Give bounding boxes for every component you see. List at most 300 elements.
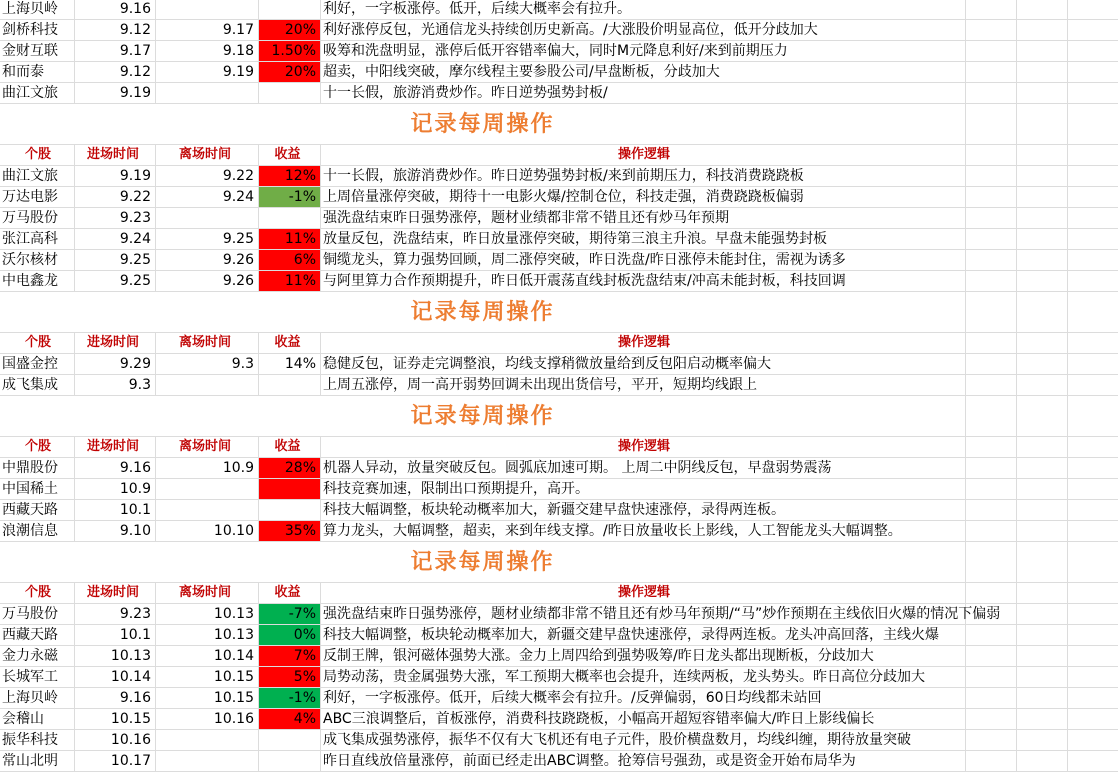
logic-cell-text: 局势动荡，贵金属强势大涨，军工预期大概率也会提升，连续两板，龙头势头。昨日高位分歧加大 xyxy=(323,669,925,685)
empty-cell[interactable] xyxy=(966,271,1017,292)
empty-cell[interactable] xyxy=(966,0,1017,20)
empty-cell[interactable] xyxy=(966,229,1017,250)
logic-cell-text: 上周五涨停，周一高开弱势回调未出现出货信号，平开，短期均线跟上 xyxy=(323,377,757,393)
empty-cell[interactable] xyxy=(1068,604,1118,625)
entry-time-cell[interactable] xyxy=(75,20,156,41)
profit-cell[interactable] xyxy=(259,479,321,500)
empty-cell[interactable] xyxy=(966,437,1017,458)
stock-cell[interactable] xyxy=(0,709,75,730)
entry-time-cell[interactable] xyxy=(75,229,156,250)
stock-cell[interactable] xyxy=(0,688,75,709)
exit-time-cell[interactable] xyxy=(156,458,259,479)
profit-cell[interactable] xyxy=(259,83,321,104)
logic-cell[interactable] xyxy=(321,41,966,62)
logic-cell[interactable] xyxy=(321,62,966,83)
empty-cell[interactable] xyxy=(1068,333,1118,354)
empty-cell[interactable] xyxy=(966,604,1017,625)
profit-cell-text: 0% xyxy=(293,627,316,643)
empty-cell[interactable] xyxy=(1068,730,1118,751)
stock-cell[interactable] xyxy=(0,646,75,667)
empty-cell[interactable] xyxy=(1017,646,1068,667)
header-profit[interactable] xyxy=(259,583,321,604)
profit-cell[interactable] xyxy=(259,625,321,646)
profit-cell-text xyxy=(316,481,320,497)
profit-cell[interactable] xyxy=(259,751,321,772)
exit-time-cell[interactable] xyxy=(156,479,259,500)
logic-cell[interactable] xyxy=(321,646,966,667)
empty-cell[interactable] xyxy=(966,62,1017,83)
empty-cell[interactable] xyxy=(1017,250,1068,271)
stock-cell[interactable] xyxy=(0,250,75,271)
empty-cell[interactable] xyxy=(966,83,1017,104)
empty-cell[interactable] xyxy=(1068,20,1118,41)
empty-cell[interactable] xyxy=(966,500,1017,521)
logic-cell[interactable] xyxy=(321,479,966,500)
table-row xyxy=(0,375,1118,396)
profit-cell[interactable] xyxy=(259,271,321,292)
entry-time-cell-text: 10.1 xyxy=(119,627,151,643)
section-title[interactable]: 记录每周操作 xyxy=(0,542,966,583)
entry-time-cell-text: 9.25 xyxy=(119,252,151,268)
exit-time-cell[interactable] xyxy=(156,709,259,730)
profit-cell[interactable] xyxy=(259,20,321,41)
logic-cell[interactable] xyxy=(321,730,966,751)
empty-cell[interactable] xyxy=(1017,208,1068,229)
table-row xyxy=(0,667,1118,688)
empty-cell[interactable] xyxy=(1068,375,1118,396)
exit-time-cell-text: 10.16 xyxy=(213,711,254,727)
exit-time-cell[interactable] xyxy=(156,166,259,187)
entry-time-cell[interactable] xyxy=(75,604,156,625)
exit-time-cell-text: 10.10 xyxy=(213,523,254,539)
empty-cell[interactable] xyxy=(1017,20,1068,41)
entry-time-cell[interactable] xyxy=(75,187,156,208)
stock-cell[interactable] xyxy=(0,208,75,229)
empty-cell[interactable] xyxy=(1068,625,1118,646)
empty-cell[interactable] xyxy=(1017,583,1068,604)
header-entry-time[interactable] xyxy=(75,333,156,354)
exit-time-cell[interactable] xyxy=(156,187,259,208)
empty-cell[interactable] xyxy=(966,187,1017,208)
entry-time-cell[interactable] xyxy=(75,521,156,542)
stock-cell[interactable] xyxy=(0,354,75,375)
header-exit-time-text: 离场时间 xyxy=(178,147,231,162)
empty-cell[interactable] xyxy=(966,646,1017,667)
header-row xyxy=(0,437,1118,458)
empty-cell[interactable] xyxy=(1068,166,1118,187)
header-stock[interactable] xyxy=(0,333,75,354)
entry-time-cell[interactable] xyxy=(75,709,156,730)
empty-cell[interactable] xyxy=(1068,187,1118,208)
entry-time-cell[interactable] xyxy=(75,0,156,20)
empty-cell[interactable] xyxy=(1017,145,1068,166)
logic-cell-text: 科技大幅调整，板块轮动概率加大，新疆交建早盘快速涨停，录得两连板。龙头冲高回落，主线火爆 xyxy=(323,627,939,643)
entry-time-cell-text: 9.23 xyxy=(119,210,151,226)
logic-cell[interactable] xyxy=(321,187,966,208)
empty-cell[interactable] xyxy=(966,104,1017,145)
table-row xyxy=(0,604,1118,625)
empty-cell[interactable] xyxy=(966,479,1017,500)
logic-cell[interactable] xyxy=(321,166,966,187)
logic-cell[interactable] xyxy=(321,0,966,20)
entry-time-cell[interactable] xyxy=(75,730,156,751)
logic-cell[interactable] xyxy=(321,208,966,229)
empty-cell[interactable] xyxy=(966,667,1017,688)
logic-cell-text: 铜缆龙头，算力强势回顾，周二涨停突破，昨日洗盘/昨日涨停未能封住，需视为诱多 xyxy=(323,252,846,268)
table-row xyxy=(0,458,1118,479)
exit-time-cell[interactable] xyxy=(156,250,259,271)
empty-cell[interactable] xyxy=(1068,271,1118,292)
exit-time-cell[interactable] xyxy=(156,688,259,709)
header-stock-text: 个股 xyxy=(24,147,51,162)
empty-cell[interactable] xyxy=(966,354,1017,375)
empty-cell[interactable] xyxy=(1068,62,1118,83)
entry-time-cell[interactable] xyxy=(75,500,156,521)
section-title[interactable]: 记录每周操作 xyxy=(0,292,966,333)
empty-cell[interactable] xyxy=(1017,709,1068,730)
empty-cell[interactable] xyxy=(1017,751,1068,772)
empty-cell[interactable] xyxy=(1017,271,1068,292)
exit-time-cell[interactable] xyxy=(156,208,259,229)
table-row xyxy=(0,0,1118,20)
empty-cell[interactable] xyxy=(1068,521,1118,542)
profit-cell[interactable] xyxy=(259,730,321,751)
entry-time-cell[interactable] xyxy=(75,646,156,667)
exit-time-cell[interactable] xyxy=(156,271,259,292)
section-title-row xyxy=(0,542,1118,583)
entry-time-cell[interactable] xyxy=(75,375,156,396)
logic-cell[interactable] xyxy=(321,625,966,646)
stock-cell[interactable] xyxy=(0,751,75,772)
exit-time-cell[interactable] xyxy=(156,354,259,375)
header-exit-time[interactable] xyxy=(156,145,259,166)
empty-cell[interactable] xyxy=(1017,479,1068,500)
empty-cell[interactable] xyxy=(966,688,1017,709)
empty-cell[interactable] xyxy=(966,458,1017,479)
empty-cell[interactable] xyxy=(966,583,1017,604)
exit-time-cell-text xyxy=(254,377,258,393)
exit-time-cell[interactable] xyxy=(156,20,259,41)
exit-time-cell[interactable] xyxy=(156,375,259,396)
stock-cell[interactable] xyxy=(0,0,75,20)
logic-cell-text: 算力龙头，大幅调整，超卖，来到年线支撑。/昨日放量收长上影线，人工智能龙头大幅调整。 xyxy=(323,523,902,539)
stock-cell-text: 曲江文旅 xyxy=(2,168,58,184)
profit-cell[interactable] xyxy=(259,354,321,375)
empty-cell[interactable] xyxy=(966,166,1017,187)
table-row xyxy=(0,41,1118,62)
empty-cell[interactable] xyxy=(1017,688,1068,709)
empty-cell[interactable] xyxy=(1017,542,1068,583)
stock-cell[interactable] xyxy=(0,500,75,521)
logic-cell[interactable] xyxy=(321,250,966,271)
empty-cell[interactable] xyxy=(1017,104,1068,145)
empty-cell[interactable] xyxy=(966,20,1017,41)
empty-cell[interactable] xyxy=(966,208,1017,229)
empty-cell[interactable] xyxy=(1068,709,1118,730)
stock-cell[interactable] xyxy=(0,479,75,500)
empty-cell[interactable] xyxy=(1068,688,1118,709)
exit-time-cell[interactable] xyxy=(156,229,259,250)
empty-cell[interactable] xyxy=(966,292,1017,333)
stock-cell[interactable] xyxy=(0,41,75,62)
logic-cell-text: 成飞集成强势涨停，振华不仅有大飞机还有电子元件，股价横盘数月，均线纠缠，期待放量突破 xyxy=(323,732,911,748)
stock-cell[interactable] xyxy=(0,83,75,104)
profit-cell-text: 35% xyxy=(284,523,316,539)
header-logic[interactable] xyxy=(321,583,966,604)
section-title[interactable]: 记录每周操作 xyxy=(0,104,966,145)
exit-time-cell[interactable] xyxy=(156,751,259,772)
empty-cell[interactable] xyxy=(1017,292,1068,333)
empty-cell[interactable] xyxy=(1068,354,1118,375)
profit-cell[interactable] xyxy=(259,500,321,521)
empty-cell[interactable] xyxy=(966,751,1017,772)
profit-cell[interactable] xyxy=(259,604,321,625)
logic-cell[interactable] xyxy=(321,271,966,292)
logic-cell[interactable] xyxy=(321,688,966,709)
logic-cell[interactable] xyxy=(321,354,966,375)
exit-time-cell[interactable] xyxy=(156,625,259,646)
empty-cell[interactable] xyxy=(966,709,1017,730)
empty-cell[interactable] xyxy=(1068,646,1118,667)
entry-time-cell-text: 9.12 xyxy=(119,22,151,38)
profit-cell[interactable] xyxy=(259,0,321,20)
logic-cell-text: 十一长假，旅游消费炒作。昨日逆势强势封板/来到前期压力，科技消费跷跷板 xyxy=(323,168,804,184)
stock-cell[interactable] xyxy=(0,271,75,292)
stock-cell[interactable] xyxy=(0,667,75,688)
entry-time-cell[interactable] xyxy=(75,625,156,646)
header-stock-text: 个股 xyxy=(24,585,51,600)
exit-time-cell[interactable] xyxy=(156,0,259,20)
entry-time-cell[interactable] xyxy=(75,83,156,104)
stock-cell[interactable] xyxy=(0,187,75,208)
logic-cell[interactable] xyxy=(321,458,966,479)
header-logic[interactable] xyxy=(321,145,966,166)
header-entry-time[interactable] xyxy=(75,583,156,604)
profit-cell[interactable] xyxy=(259,250,321,271)
logic-cell[interactable] xyxy=(321,500,966,521)
logic-cell[interactable] xyxy=(321,83,966,104)
stock-cell[interactable] xyxy=(0,20,75,41)
header-exit-time[interactable] xyxy=(156,333,259,354)
empty-cell[interactable] xyxy=(966,521,1017,542)
header-stock[interactable] xyxy=(0,437,75,458)
empty-cell[interactable] xyxy=(1017,333,1068,354)
logic-cell[interactable] xyxy=(321,667,966,688)
header-stock[interactable] xyxy=(0,145,75,166)
empty-cell[interactable] xyxy=(1068,458,1118,479)
empty-cell[interactable] xyxy=(1068,500,1118,521)
empty-cell[interactable] xyxy=(1017,396,1068,437)
stock-cell[interactable] xyxy=(0,375,75,396)
profit-cell[interactable] xyxy=(259,375,321,396)
exit-time-cell-text: 10.13 xyxy=(213,606,254,622)
entry-time-cell[interactable] xyxy=(75,667,156,688)
exit-time-cell-text: 10.14 xyxy=(213,648,254,664)
empty-cell[interactable] xyxy=(1068,41,1118,62)
empty-cell[interactable] xyxy=(1017,625,1068,646)
entry-time-cell[interactable] xyxy=(75,479,156,500)
header-exit-time[interactable] xyxy=(156,437,259,458)
stock-cell[interactable] xyxy=(0,229,75,250)
logic-cell-text: 科技大幅调整，板块轮动概率加大，新疆交建早盘快速涨停，录得两连板。 xyxy=(323,502,785,518)
empty-cell[interactable] xyxy=(1068,667,1118,688)
empty-cell[interactable] xyxy=(1017,667,1068,688)
exit-time-cell[interactable] xyxy=(156,521,259,542)
profit-cell-text: 11% xyxy=(284,231,316,247)
header-row xyxy=(0,145,1118,166)
header-profit[interactable] xyxy=(259,437,321,458)
profit-cell[interactable] xyxy=(259,688,321,709)
empty-cell[interactable] xyxy=(1017,437,1068,458)
entry-time-cell[interactable] xyxy=(75,458,156,479)
empty-cell[interactable] xyxy=(1017,730,1068,751)
empty-cell[interactable] xyxy=(1017,62,1068,83)
profit-cell[interactable] xyxy=(259,458,321,479)
entry-time-cell[interactable] xyxy=(75,208,156,229)
empty-cell[interactable] xyxy=(1068,250,1118,271)
entry-time-cell-text: 9.17 xyxy=(119,43,151,59)
exit-time-cell[interactable] xyxy=(156,667,259,688)
empty-cell[interactable] xyxy=(966,375,1017,396)
empty-cell[interactable] xyxy=(1068,542,1118,583)
exit-time-cell[interactable] xyxy=(156,83,259,104)
exit-time-cell-text: 10.13 xyxy=(213,627,254,643)
empty-cell[interactable] xyxy=(1017,83,1068,104)
section-title[interactable]: 记录每周操作 xyxy=(0,396,966,437)
exit-time-cell[interactable] xyxy=(156,500,259,521)
exit-time-cell[interactable] xyxy=(156,646,259,667)
header-profit[interactable] xyxy=(259,333,321,354)
logic-cell-text: 与阿里算力合作预期提升，昨日低开震荡直线封板洗盘结束/冲高未能封板，科技回调 xyxy=(323,273,846,289)
entry-time-cell[interactable] xyxy=(75,354,156,375)
logic-cell[interactable] xyxy=(321,20,966,41)
entry-time-cell[interactable] xyxy=(75,271,156,292)
profit-cell[interactable] xyxy=(259,62,321,83)
profit-cell[interactable] xyxy=(259,709,321,730)
empty-cell[interactable] xyxy=(1017,0,1068,20)
profit-cell[interactable] xyxy=(259,667,321,688)
profit-cell-text xyxy=(316,1,320,17)
exit-time-cell[interactable] xyxy=(156,62,259,83)
entry-time-cell[interactable] xyxy=(75,166,156,187)
header-exit-time[interactable] xyxy=(156,583,259,604)
empty-cell[interactable] xyxy=(1068,437,1118,458)
empty-cell[interactable] xyxy=(966,333,1017,354)
stock-cell[interactable] xyxy=(0,458,75,479)
header-logic-text: 操作逻辑 xyxy=(617,147,670,162)
stock-cell-text: 国盛金控 xyxy=(2,356,58,372)
header-stock-text: 个股 xyxy=(24,439,51,454)
header-stock[interactable] xyxy=(0,583,75,604)
empty-cell[interactable] xyxy=(1068,208,1118,229)
profit-cell[interactable] xyxy=(259,187,321,208)
empty-cell[interactable] xyxy=(1017,375,1068,396)
empty-cell[interactable] xyxy=(1068,396,1118,437)
profit-cell[interactable] xyxy=(259,208,321,229)
empty-cell[interactable] xyxy=(966,625,1017,646)
empty-cell[interactable] xyxy=(1068,583,1118,604)
entry-time-cell[interactable] xyxy=(75,41,156,62)
empty-cell[interactable] xyxy=(966,145,1017,166)
stock-cell[interactable] xyxy=(0,625,75,646)
exit-time-cell-text: 9.24 xyxy=(222,189,254,205)
empty-cell[interactable] xyxy=(1068,292,1118,333)
exit-time-cell-text: 10.15 xyxy=(213,690,254,706)
empty-cell[interactable] xyxy=(1068,479,1118,500)
empty-cell[interactable] xyxy=(1017,229,1068,250)
profit-cell[interactable] xyxy=(259,646,321,667)
entry-time-cell[interactable] xyxy=(75,688,156,709)
logic-cell[interactable] xyxy=(321,751,966,772)
stock-cell-text: 西藏天路 xyxy=(2,502,58,518)
empty-cell[interactable] xyxy=(1017,166,1068,187)
stock-cell-text: 剑桥科技 xyxy=(2,22,58,38)
logic-cell[interactable] xyxy=(321,604,1001,625)
empty-cell[interactable] xyxy=(1068,145,1118,166)
empty-cell[interactable] xyxy=(1068,751,1118,772)
stock-cell-text: 金力永磁 xyxy=(2,648,58,664)
entry-time-cell[interactable] xyxy=(75,250,156,271)
exit-time-cell[interactable] xyxy=(156,730,259,751)
empty-cell[interactable] xyxy=(1017,604,1068,625)
exit-time-cell[interactable] xyxy=(156,604,259,625)
table-row xyxy=(0,709,1118,730)
profit-cell[interactable] xyxy=(259,229,321,250)
table-row xyxy=(0,62,1118,83)
header-profit[interactable] xyxy=(259,145,321,166)
empty-cell[interactable] xyxy=(1017,354,1068,375)
empty-cell[interactable] xyxy=(1017,521,1068,542)
entry-time-cell[interactable] xyxy=(75,751,156,772)
logic-cell[interactable] xyxy=(321,375,966,396)
empty-cell[interactable] xyxy=(1017,41,1068,62)
profit-cell[interactable] xyxy=(259,41,321,62)
logic-cell[interactable] xyxy=(321,709,966,730)
exit-time-cell[interactable] xyxy=(156,41,259,62)
logic-cell[interactable] xyxy=(321,521,966,542)
empty-cell[interactable] xyxy=(966,542,1017,583)
logic-cell-text: 机器人异动，放量突破反包。圆弧底加速可期。 上周二中阴线反包，早盘弱势震荡 xyxy=(323,460,832,476)
header-logic[interactable] xyxy=(321,437,966,458)
empty-cell[interactable] xyxy=(966,396,1017,437)
empty-cell[interactable] xyxy=(1017,500,1068,521)
empty-cell[interactable] xyxy=(1068,0,1118,20)
header-entry-time[interactable] xyxy=(75,145,156,166)
stock-cell[interactable] xyxy=(0,166,75,187)
logic-cell[interactable] xyxy=(321,229,966,250)
stock-cell[interactable] xyxy=(0,62,75,83)
empty-cell[interactable] xyxy=(1068,104,1118,145)
empty-cell[interactable] xyxy=(966,730,1017,751)
profit-cell[interactable] xyxy=(259,166,321,187)
empty-cell[interactable] xyxy=(966,250,1017,271)
entry-time-cell[interactable] xyxy=(75,62,156,83)
stock-cell[interactable] xyxy=(0,604,75,625)
stock-cell[interactable] xyxy=(0,730,75,751)
header-logic-text: 操作逻辑 xyxy=(617,335,670,350)
empty-cell[interactable] xyxy=(966,41,1017,62)
header-logic[interactable] xyxy=(321,333,966,354)
empty-cell[interactable] xyxy=(1068,83,1118,104)
entry-time-cell-text: 10.16 xyxy=(110,732,151,748)
empty-cell[interactable] xyxy=(1017,187,1068,208)
section-title-row xyxy=(0,104,1118,145)
empty-cell[interactable] xyxy=(1068,229,1118,250)
stock-cell[interactable] xyxy=(0,521,75,542)
profit-cell[interactable] xyxy=(259,521,321,542)
header-entry-time[interactable] xyxy=(75,437,156,458)
empty-cell[interactable] xyxy=(1017,458,1068,479)
